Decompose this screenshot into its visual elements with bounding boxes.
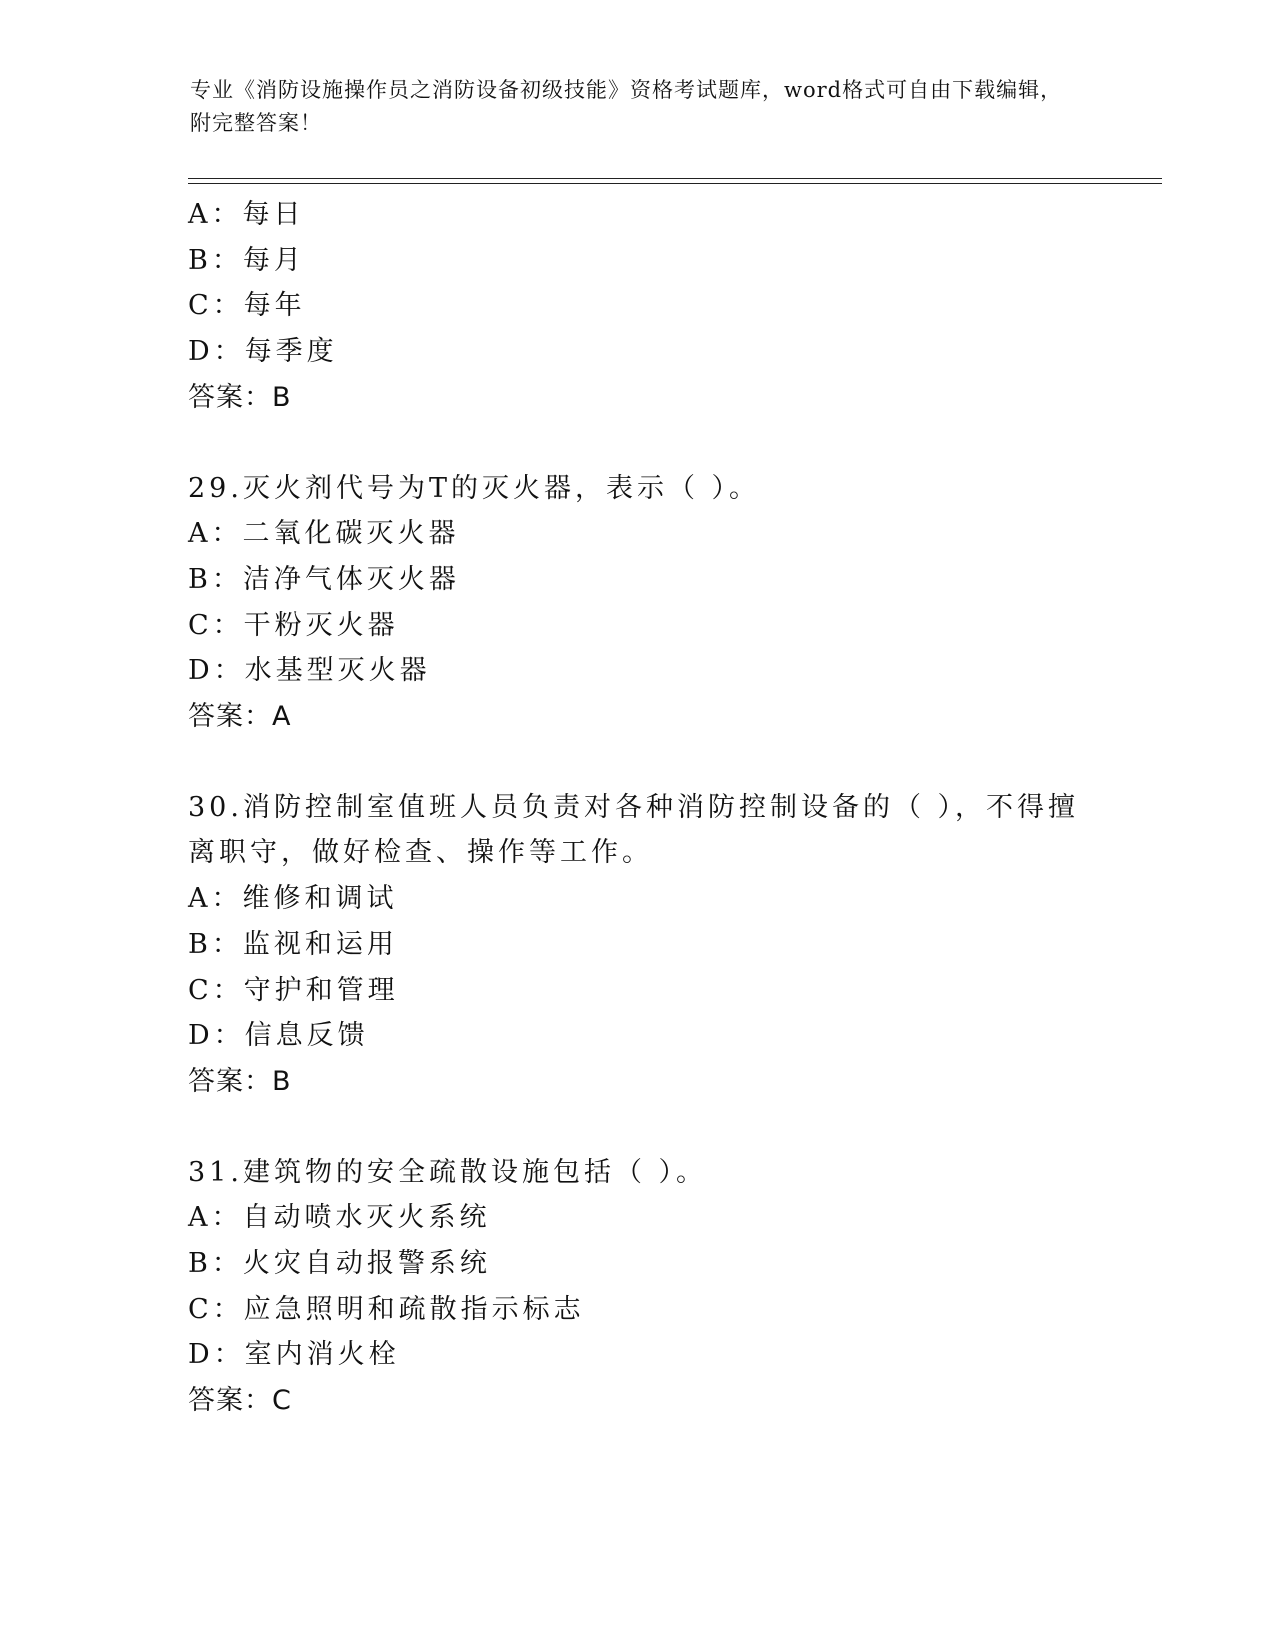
option-a: A：二氧化碳灭火器 — [188, 518, 460, 550]
question-29 — [188, 466, 1088, 740]
option-d: D：每季度 — [188, 336, 338, 368]
option-b: B：每月 — [188, 244, 305, 276]
question-stem: 30.消防控制室值班人员负责对各种消防控制设备的（ ），不得擅离职守，做好检查、操作等工作。 — [188, 791, 1080, 869]
option-b: B：监视和运用 — [188, 928, 398, 960]
option-d: D：室内消火栓 — [188, 1339, 400, 1371]
answer: 答案：C — [188, 1385, 292, 1417]
answer: 答案：B — [188, 381, 292, 413]
question-stem: 31.建筑物的安全疏散设施包括（ ）。 — [188, 1156, 708, 1188]
question-30 — [188, 785, 1088, 1105]
document-header: 专业《消防设施操作员之消防设备初级技能》资格考试题库，word格式可自由下载编辑，附完整答案！ — [190, 78, 1063, 135]
question-gap — [188, 1105, 1088, 1150]
option-c: C：每年 — [188, 290, 306, 322]
option-a: A：每日 — [188, 199, 305, 230]
option-c: C：守护和管理 — [188, 974, 399, 1006]
option-b: B：洁净气体灭火器 — [188, 563, 460, 595]
question-gap — [188, 740, 1088, 785]
header-double-rule — [188, 178, 1162, 184]
option-a: A：维修和调试 — [188, 883, 398, 915]
question-list — [188, 192, 1088, 1424]
option-a: A：自动喷水灭火系统 — [188, 1202, 491, 1234]
question-gap — [188, 421, 1088, 466]
option-c: C：干粉灭火器 — [188, 609, 399, 641]
answer: 答案：B — [188, 1065, 292, 1097]
question-stem: 29.灭火剂代号为T的灭火器，表示（ ）。 — [188, 472, 761, 504]
question-28 — [188, 192, 1088, 421]
option-d: D：信息反馈 — [188, 1020, 369, 1052]
option-b: B：火灾自动报警系统 — [188, 1248, 491, 1280]
option-d: D：水基型灭火器 — [188, 655, 431, 687]
question-31 — [188, 1150, 1088, 1424]
answer: 答案：A — [188, 701, 292, 733]
option-c: C：应急照明和疏散指示标志 — [188, 1293, 585, 1325]
